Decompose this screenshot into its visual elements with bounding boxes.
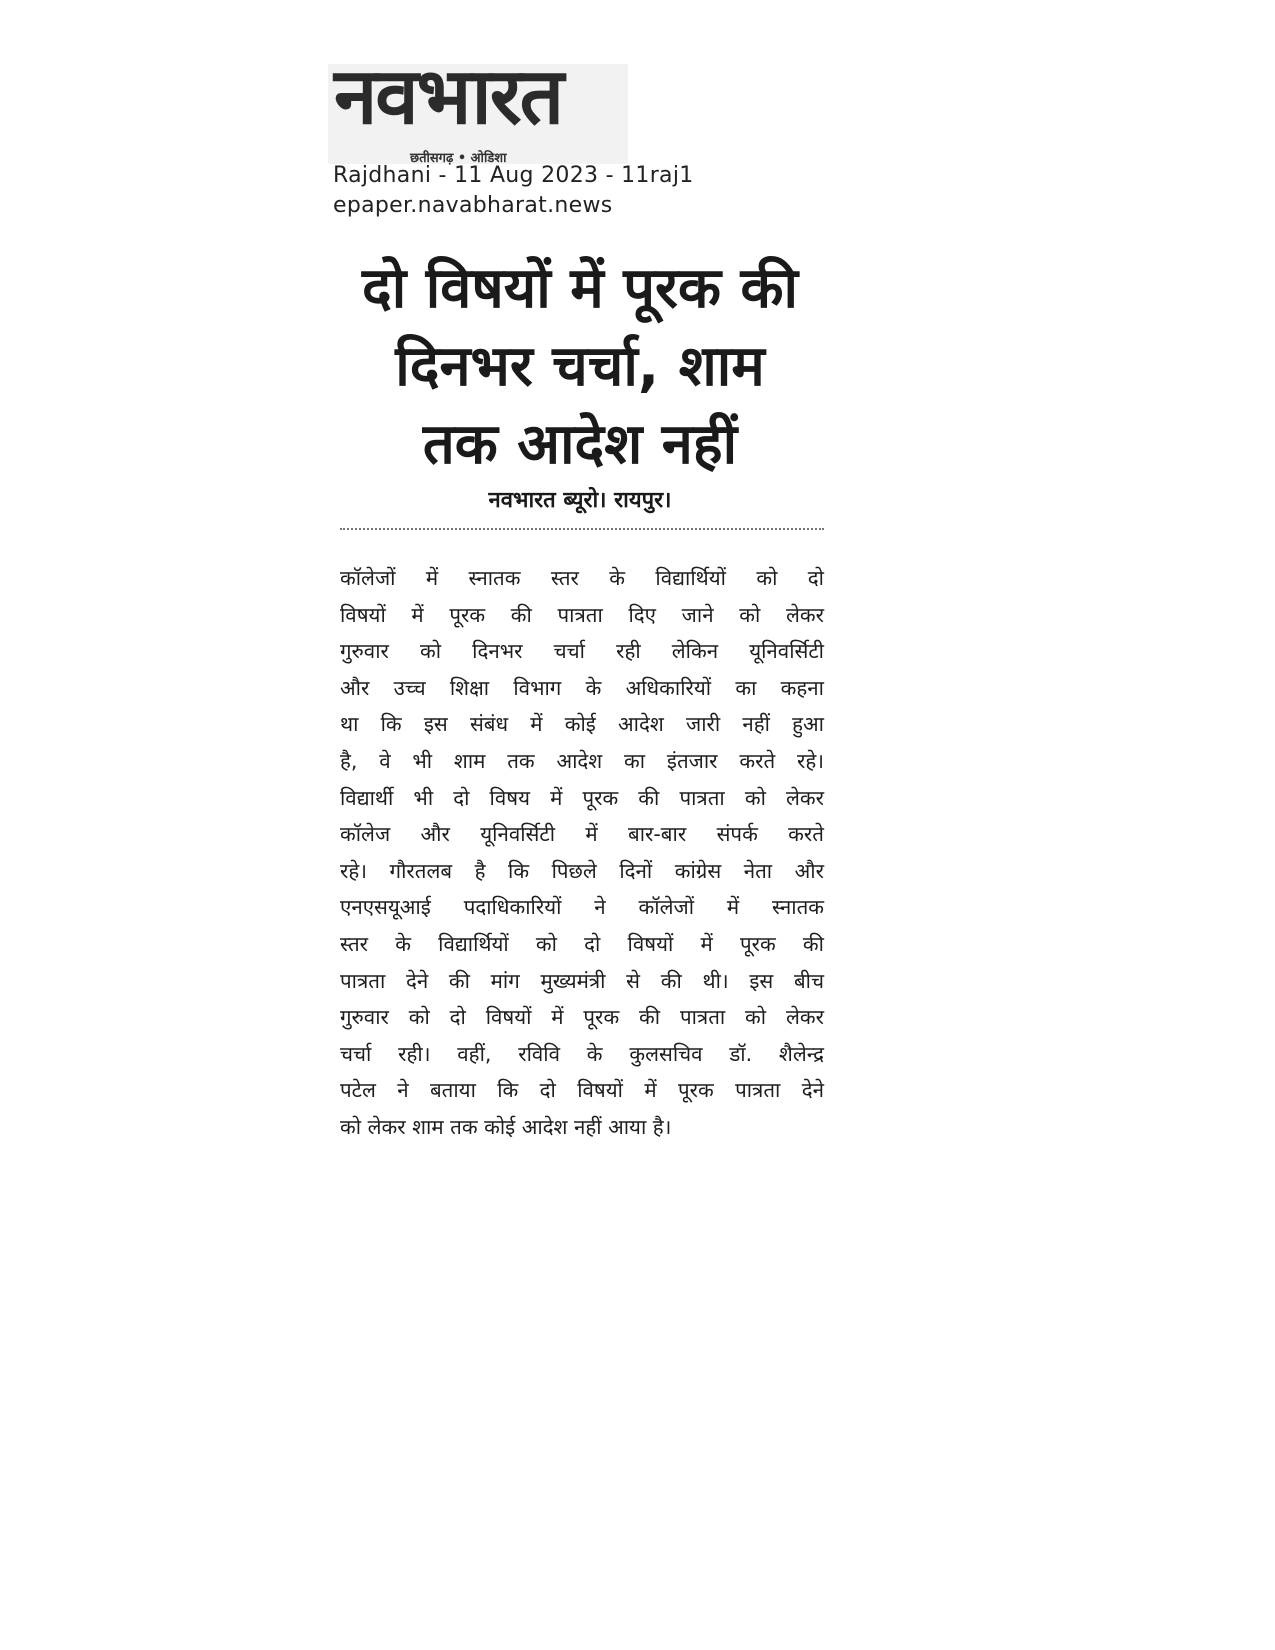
body-line: गुरुवार को दिनभर चर्चा रही लेकिन यूनिवर्सिटी: [340, 639, 824, 664]
body-line: पात्रता देने की मांग मुख्यमंत्री से की थी। इस बीच: [340, 968, 824, 993]
body-line: एनएसयूआई पदाधिकारियों ने कॉलेजों में स्नातक: [340, 895, 824, 920]
body-line: रहे। गौरतलब है कि पिछले दिनों कांग्रेस नेता और: [340, 858, 824, 883]
edition-info: Rajdhani - 11 Aug 2023 - 11raj1: [333, 163, 694, 188]
article-byline: नवभारत ब्यूरो। रायपुर।: [488, 488, 672, 513]
body-line: गुरुवार को दो विषयों में पूरक की पात्रता को लेकर: [340, 1005, 824, 1030]
body-line: विद्यार्थी भी दो विषय में पूरक की पात्रता को लेकर: [340, 785, 824, 810]
body-line: है, वे भी शाम तक आदेश का इंतजार करते रहे।: [340, 748, 824, 773]
article-body: [340, 560, 824, 1146]
dotted-divider: [340, 528, 824, 530]
body-line: को लेकर शाम तक कोई आदेश नहीं आया है।: [340, 1114, 672, 1139]
body-line: चर्चा रही। वहीं, रविवि के कुलसचिव डॉ. शैलेन्द्र: [340, 1041, 824, 1066]
headline-line: दिनभर चर्चा, शाम: [395, 334, 765, 399]
body-line: था कि इस संबंध में कोई आदेश जारी नहीं हुआ: [340, 712, 824, 737]
body-line: कॉलेजों में स्नातक स्तर के विद्यार्थियों को दो: [340, 566, 824, 590]
newspaper-masthead: [328, 52, 628, 166]
body-line: कॉलेज और यूनिवर्सिटी में बार-बार संपर्क करते: [340, 822, 824, 847]
epaper-url: epaper.navabharat.news: [333, 193, 613, 218]
masthead-tagline: छतीसगढ़ • ओडिशा: [410, 151, 507, 166]
headline-line: तक आदेश नहीं: [422, 412, 738, 477]
body-line: विषयों में पूरक की पात्रता दिए जाने को लेकर: [340, 602, 824, 627]
body-line: स्तर के विद्यार्थियों को दो विषयों में पूरक की: [340, 931, 824, 956]
article-headline: [330, 250, 830, 484]
body-line: और उच्च शिक्षा विभाग के अधिकारियों का कहना: [340, 675, 824, 700]
newspaper-logo: नवभारत: [334, 52, 563, 142]
body-line: पटेल ने बताया कि दो विषयों में पूरक पात्रता देने: [340, 1078, 824, 1103]
headline-line: दो विषयों में पूरक की: [362, 256, 798, 321]
